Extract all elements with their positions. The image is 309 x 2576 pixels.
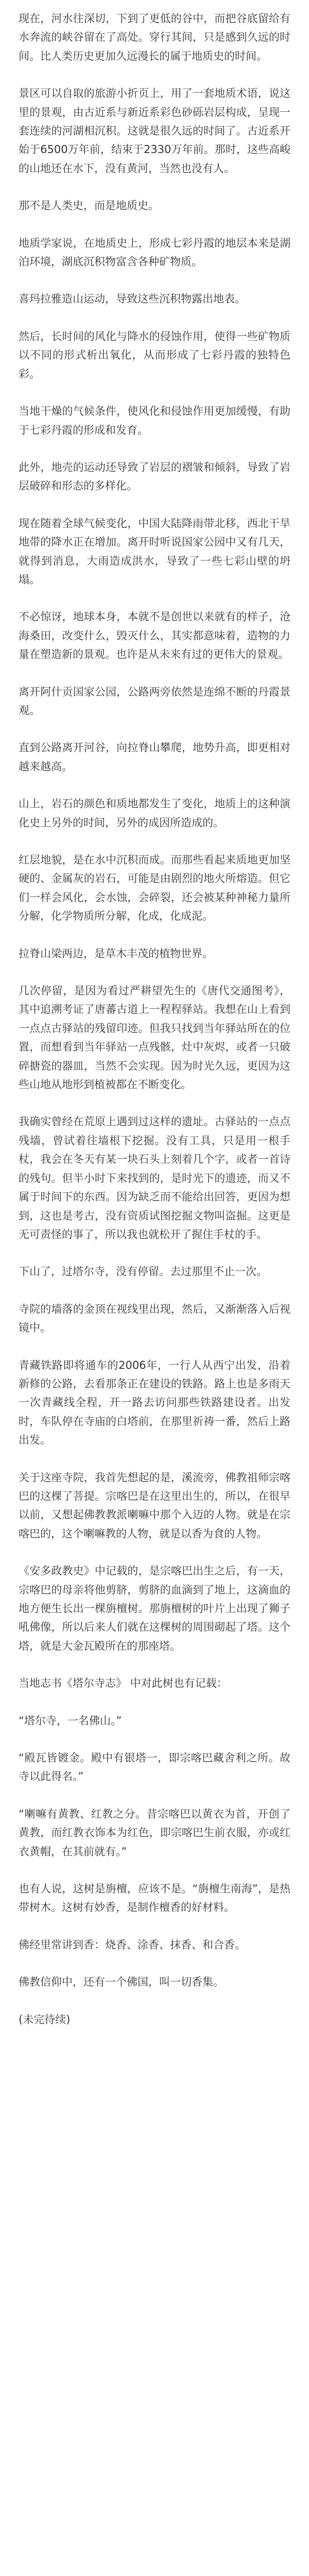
paragraph-7: 当地干燥的气候条件，使风化和侵蚀作用更加缓慢，有助于七彩丹霞的形成和发育。: [19, 405, 290, 436]
paragraph-21: 关于这座寺院，我首先想起的是，溪流旁，佛教祖师宗喀巴的这棵了菩提。宗喀巴是在这里出生的，所以，在很早以前，又想起佛教教派喇嘛中那个入迈的人物。就是在宗喀巴的，这个喇嘛教的人物，就是以香为食的人物。: [19, 1471, 290, 1540]
paragraph-15: 拉脊山梁两边，是草木丰茂的植物世界。: [19, 947, 213, 960]
paragraph-10: 不必惊讶，地球本身，本就不是创世以来就有的样子，沧海桑田，改变什么，毁灭什么，其实都意味着，造物的力量在塑造新的景观。也许是从未来有过的更伟大的景观。: [19, 611, 290, 661]
paragraph-4: 地质学家说，在地质史上，形成七彩丹霞的地层本来是湖泊环境，湖底沉积物富含各种矿物质。: [19, 236, 290, 268]
paragraph-11: 离开阿什贡国家公园，公路两旁依然是连绵不断的丹霞景观。: [19, 685, 290, 717]
paragraph-3: 那不是人类史，而是地质史。: [19, 199, 159, 212]
paragraph-16: 几次停留，是因为看过严耕望先生的《唐代交通图考》，其中追溯考证了唐蕃古道上一程程驿站。我想在山上看到一点点古驿站的残留印迹。但我只找到当年驿站所在的位置，而想看到当年驿站一点残骸，灶中灰烬，或者一只破碎搪瓷的器皿，当然不会实现。因为时光久远，更因为这些山地从地形到植被都在不断变化。: [19, 985, 290, 1091]
paragraph-2: 景区可以自取的旅游小折页上，用了一套地质术语，说这里的景观，由古近系与新近系彩色砂砾岩层构成，呈现一套连续的河湖相沉积。这就是很久远的时间了。古近系开始于6500万年前，结束于2330万年前。那时，这些高峻的山地还在水下，没有黄河，当然也没有人。: [19, 87, 290, 175]
paragraph-29: 佛教信仰中，还有一个佛国，叫一切香集。: [19, 1976, 224, 1989]
paragraph-22: 《安多政教史》中记载的，是宗喀巴出生之后，有一天，宗喀巴的母亲将他剪脐，剪脐的血滴到了地上，这滴血的地方便生长出一棵旃檀树。那旃檀树的叶片上出现了狮子吼佛像，所以后来人们就在这棵树的周围砌起了塔。这个塔，就是大金瓦殿所在的那座塔。: [19, 1565, 290, 1652]
paragraph-8: 此外，地壳的运动还导致了岩层的褶皱和倾斜，导致了岩层破碎和形态的多样化。: [19, 461, 290, 493]
paragraph-28: 佛经里常讲到香：烧香、涂香、抹香、和合香。: [19, 1938, 246, 1951]
paragraph-23: 当地志书《塔尔寺志》 中对此树也有记载：: [19, 1677, 228, 1690]
paragraph-5: 喜玛拉雅造山运动，导致这些沉积物露出地表。: [19, 293, 246, 306]
paragraph-17: 我确实曾经在荒原上遇到过这样的遗址。古驿站的一点点残墙，曾试着往墙根下挖掘。没有工具，只是用一根手杖，我会在冬天有某一块石头上刻着几个字，或者一首诗的残句。但半小时下来找到的，是时光下的遗迹，而又不属于时间下的东西。因为缺乏而不能给出回答，更因为想到，这也是考古，没有资质试图挖掘文物叫盗掘。这更是无可责怪的事了，所以我也就松开了握住手杖的手。: [19, 1115, 290, 1241]
paragraph-12: 直到公路离开河谷，向拉脊山攀爬，地势升高，即更相对越来越高。: [19, 741, 290, 773]
paragraph-18: 下山了，过塔尔寺，没有停留。去过那里不止一次。: [19, 1265, 267, 1278]
paragraph-6: 然后，长时间的风化与降水的侵蚀作用，使得一些矿物质以不同的形式析出氧化，从而形成了七彩丹霞的独特色彩。: [19, 330, 290, 380]
paragraph-14: 红层地貌，是在水中沉积而成。而那些看起来质地更加坚硬的、金属灰的岩石，可能是由剧烈的地火所熔造。但它们一样会风化，会水蚀，会碎裂，还会被某种神秘力量所分解，化学物质所分解，化成，化成泥。: [19, 854, 290, 923]
paragraph-19: 寺院的墙落的金顶在视线里出现，然后，又渐渐落入后视镜中。: [19, 1302, 290, 1334]
quote-paragraph-1: “塔尔寺，一名佛山。”: [19, 1714, 122, 1727]
paragraph-13: 山上，岩石的颜色和质地都发生了变化，地质上的这种演化史上另外的时间，另外的成因所造成的。: [19, 798, 290, 829]
paragraph-20: 青藏铁路即将通车的2006年，一行人从西宁出发，沿着新修的公路，去看那条正在建设的铁路。路上也是多雨天一次青藏线全程，开一路去访问那些铁路建设者。出发时，车队停在寺庙的白塔前，在那里祈祷一番，然后上路出发。: [19, 1359, 290, 1447]
to-be-continued: (未完待续): [19, 2013, 71, 2026]
paragraph-9: 现在随着全球气候变化，中国大陆降雨带北移，西北干旱地带的降水正在增加。离开时听说国家公园中又有几天，就得到消息，大雨造成洪水，导致了一些七彩山壁的坍塌。: [19, 517, 290, 586]
quote-paragraph-3: “喇嘛有黄教、红教之分。昔宗喀巴以黄衣为首，开创了黄教，而红教衣饰本为红色，即宗喀巴生前衣服，亦或红衣黄帽，在其前就有。”: [19, 1807, 290, 1858]
paragraph-1: 现在，河水往深切，下到了更低的谷中，而把谷底留给有水奔流的峡谷留在了高处。穿行其间，只是感到久远的时间。比人类历史更加久远漫长的属于地质史的时间。: [19, 12, 290, 62]
quote-paragraph-2: “殿瓦皆镀金。殿中有银塔一，即宗喀巴藏舍利之所。故寺以此得名。”: [19, 1752, 290, 1783]
paragraph-27: 也有人说，这树是旃檀，应该不是。“旃檀生南海”，是热带树木。这树有妙香，是制作檀香的好材料。: [19, 1883, 290, 1914]
